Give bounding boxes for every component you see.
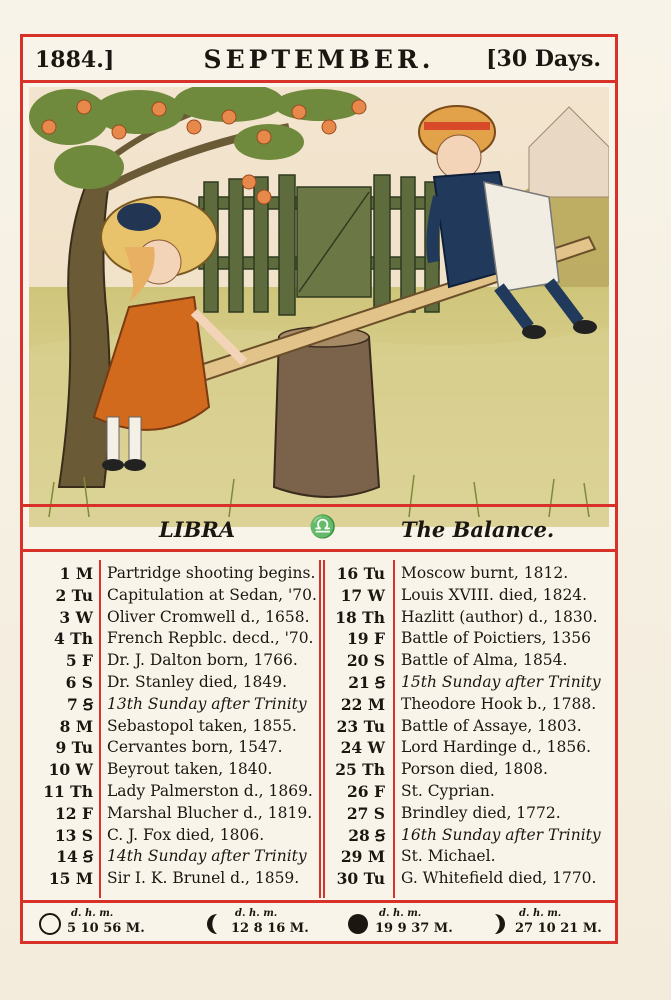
- calendar-frame: [20, 34, 618, 944]
- day-event: St. Cyprian.: [401, 782, 495, 800]
- moon-phase-units: d. h. m.: [519, 908, 562, 919]
- day-event: 13th Sunday after Trinity: [107, 694, 307, 713]
- year-label: 1884.]: [35, 47, 115, 73]
- day-event: Oliver Cromwell d., 1658.: [107, 607, 310, 626]
- day-event: Beyrout taken, 1840.: [107, 760, 273, 779]
- day-number: 27 S: [346, 803, 385, 823]
- day-event: Louis XVIII. died, 1824.: [401, 585, 588, 604]
- day-event: Marshal Blucher d., 1819.: [107, 803, 313, 822]
- day-number: 26 F: [347, 782, 385, 801]
- day-number: 28 Ꞩ: [348, 825, 385, 845]
- first-quarter-moon-icon: [485, 911, 511, 937]
- day-number: 5 F: [65, 651, 93, 671]
- days-table: [31, 560, 607, 898]
- moon-phase-time: 19 9 37 M.: [375, 921, 453, 936]
- day-number: 4 Th: [54, 629, 93, 649]
- day-event: 14th Sunday after Trinity: [107, 847, 307, 866]
- day-event: Dr. J. Dalton born, 1766.: [107, 651, 298, 670]
- day-event: Brindley died, 1772.: [401, 803, 561, 822]
- day-event: Capitulation at Sedan, '70.: [107, 585, 317, 604]
- day-event: Lady Palmerston d., 1869.: [107, 782, 313, 800]
- moon-phase: [345, 907, 475, 941]
- column-divider: [99, 560, 101, 898]
- day-number: 8 M: [59, 716, 93, 736]
- day-event: 16th Sunday after Trinity: [401, 825, 601, 844]
- day-number: 9 Tu: [55, 738, 93, 758]
- day-event: Lord Hardinge d., 1856.: [401, 738, 592, 757]
- day-event: Sir I. K. Brunel d., 1859.: [107, 869, 300, 888]
- libra-icon: ♎: [309, 515, 337, 540]
- seesaw-scene-image: [29, 87, 609, 527]
- moon-phase-units: d. h. m.: [379, 908, 422, 919]
- month-header: [23, 37, 615, 83]
- day-number: 20 S: [346, 651, 385, 671]
- day-number: 25 Th: [335, 760, 385, 780]
- zodiac-banner: [23, 504, 615, 552]
- day-event: Battle of Poictiers, 1356: [401, 629, 591, 648]
- day-event: G. Whitefield died, 1770.: [401, 869, 597, 888]
- day-number: 21 Ꞩ: [348, 673, 385, 692]
- day-event: Sebastopol taken, 1855.: [107, 716, 297, 735]
- day-event: Battle of Alma, 1854.: [401, 651, 568, 670]
- day-number: 13 S: [54, 825, 93, 845]
- day-event: 15th Sunday after Trinity: [401, 673, 601, 691]
- column-divider: [393, 560, 395, 898]
- seesaw-illustration: [29, 87, 609, 527]
- moon-phases-bar: [23, 900, 615, 941]
- day-event: Theodore Hook b., 1788.: [401, 694, 597, 713]
- day-event: French Repblc. decd., '70.: [107, 629, 314, 648]
- zodiac-name: The Balance.: [401, 517, 555, 542]
- day-number: 29 M: [340, 847, 385, 867]
- day-number: 11 Th: [43, 782, 93, 801]
- day-number: 14 Ꞩ: [56, 847, 93, 867]
- month-title: SEPTEMBER.: [203, 45, 435, 74]
- day-event: Dr. Stanley died, 1849.: [107, 673, 288, 691]
- day-number: 2 Tu: [55, 585, 93, 605]
- day-number: 17 W: [340, 585, 385, 605]
- moon-phase-time: 12 8 16 M.: [231, 921, 309, 936]
- day-number: 18 Th: [335, 607, 385, 627]
- day-event: St. Michael.: [401, 847, 496, 866]
- last-quarter-moon-icon: [201, 911, 227, 937]
- day-number: 30 Tu: [336, 869, 385, 889]
- day-number: 15 M: [48, 869, 93, 889]
- day-number: 6 S: [65, 673, 93, 692]
- day-number: 1 M: [59, 564, 93, 583]
- day-event: Porson died, 1808.: [401, 760, 548, 779]
- day-event: Battle of Assaye, 1803.: [401, 716, 582, 735]
- moon-phase: [201, 907, 331, 941]
- day-number: 12 F: [55, 803, 93, 823]
- new-moon-icon: [345, 911, 371, 937]
- day-number: 10 W: [48, 760, 93, 780]
- day-event: Partridge shooting begins.: [107, 564, 316, 582]
- moon-phase-units: d. h. m.: [71, 908, 114, 919]
- day-number: 23 Tu: [336, 716, 385, 736]
- moon-phase-time: 27 10 21 M.: [515, 921, 602, 936]
- moon-phase-time: 5 10 56 M.: [67, 921, 145, 936]
- day-event: Moscow burnt, 1812.: [401, 564, 569, 582]
- day-number: 3 W: [59, 607, 93, 627]
- moon-phase-units: d. h. m.: [235, 908, 278, 919]
- full-moon-icon: [37, 911, 63, 937]
- day-event: C. J. Fox died, 1806.: [107, 825, 265, 844]
- moon-phase: [485, 907, 615, 941]
- day-number: 24 W: [340, 738, 385, 758]
- day-number: 22 M: [340, 694, 385, 714]
- moon-phase: [37, 907, 167, 941]
- day-number: 16 Tu: [336, 564, 385, 583]
- day-number: 7 Ꞩ: [66, 694, 93, 714]
- day-event: Hazlitt (author) d., 1830.: [401, 607, 598, 626]
- day-number: 19 F: [347, 629, 385, 649]
- day-event: Cervantes born, 1547.: [107, 738, 283, 757]
- zodiac-sign: LIBRA: [159, 517, 236, 542]
- days-count-label: [30 Days.: [486, 46, 601, 72]
